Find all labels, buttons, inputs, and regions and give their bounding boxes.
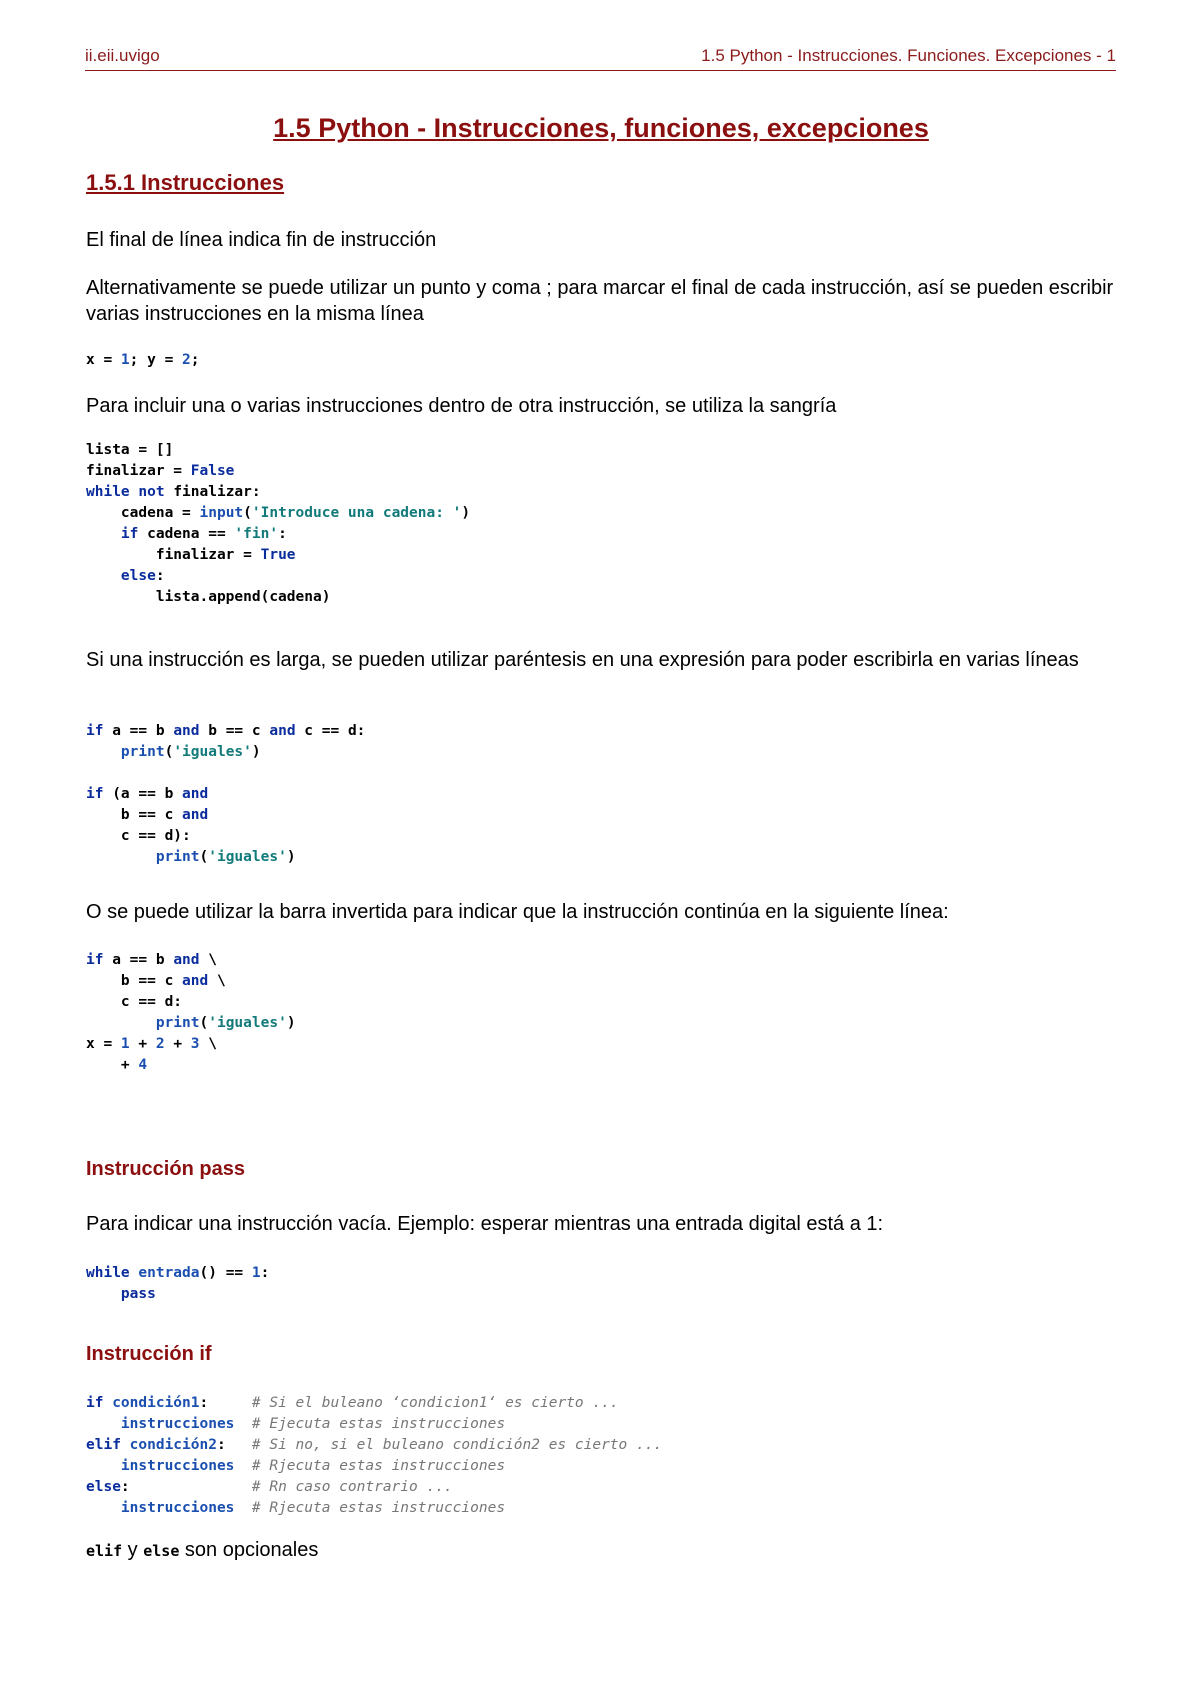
- code-line: else: # Rn caso contrario ...: [86, 1479, 453, 1495]
- inline-code-else: else: [143, 1542, 180, 1560]
- code-line: if cadena == 'fin':: [120, 526, 287, 542]
- code-block-5: [86, 1263, 269, 1305]
- code-line: while not finalizar:: [86, 484, 261, 500]
- page-title: 1.5 Python - Instrucciones, funciones, excepciones: [273, 113, 929, 143]
- code-line: while entrada() == 1:: [86, 1265, 270, 1281]
- code-block-6: [86, 1393, 662, 1519]
- page-header: [85, 46, 1116, 71]
- inline-code-elif: elif: [86, 1542, 123, 1560]
- code-line: x = 1; y = 2;: [86, 352, 200, 368]
- code-line: lista = []: [86, 442, 174, 458]
- code-line: x = 1 + 2 + 3 \: [86, 1036, 217, 1052]
- code-line: instrucciones # Rjecuta estas instrucciones: [120, 1458, 506, 1474]
- code-block-1: [86, 350, 200, 371]
- code-line: print('iguales'): [120, 744, 261, 760]
- paragraph-3: Para incluir una o varias instrucciones dentro de otra instrucción, se utiliza la sangría: [86, 395, 837, 417]
- code-line: elif condición2: # Si no, si el buleano condición2 es cierto ...: [86, 1437, 663, 1453]
- code-line: if (a == b and: [86, 786, 209, 802]
- section-heading: 1.5.1 Instrucciones: [86, 170, 285, 195]
- paragraph-4: Si una instrucción es larga, se pueden utilizar paréntesis en una expresión para poder escribirla en varias líneas: [86, 649, 1079, 671]
- code-line: if condición1: # Si el buleano ‘condicion1‘ es cierto ...: [86, 1395, 619, 1411]
- header-left: ii.eii.uvigo: [85, 46, 160, 65]
- code-line: if a == b and b == c and c == d:: [86, 723, 366, 739]
- code-line: lista.append(cadena): [86, 589, 331, 605]
- code-line: finalizar = False: [86, 463, 235, 479]
- code-line: print('iguales'): [155, 849, 296, 865]
- subsection-if-heading: Instrucción if: [86, 1343, 212, 1365]
- paragraph-7-end: son opcionales: [179, 1539, 319, 1561]
- code-line: print('iguales'): [155, 1015, 296, 1031]
- code-line: finalizar = True: [86, 547, 296, 563]
- code-line: instrucciones # Rjecuta estas instrucciones: [120, 1500, 506, 1516]
- code-line: instrucciones # Ejecuta estas instrucciones: [120, 1416, 506, 1432]
- code-line: + 4: [86, 1057, 148, 1073]
- paragraph-7-mid: y: [122, 1539, 144, 1561]
- subsection-pass-heading: Instrucción pass: [86, 1158, 245, 1180]
- code-block-4: [86, 950, 296, 1076]
- code-line: b == c and: [86, 807, 209, 823]
- code-line: c == d:: [86, 994, 183, 1010]
- header-right: 1.5 Python - Instrucciones. Funciones. Excepciones - 1: [701, 46, 1116, 65]
- paragraph-1: El final de línea indica fin de instrucción: [86, 229, 437, 251]
- code-line: c == d):: [86, 828, 191, 844]
- paragraph-5: O se puede utilizar la barra invertida para indicar que la instrucción continúa en la siguiente línea:: [86, 901, 949, 923]
- code-line: b == c and \: [86, 973, 226, 989]
- document-body: [86, 110, 1116, 1561]
- paragraph-6: Para indicar una instrucción vacía. Ejemplo: esperar mientras una entrada digital está a 1:: [86, 1213, 884, 1235]
- paragraph-7: [86, 1537, 1116, 1564]
- code-block-3: [86, 721, 365, 868]
- code-block-2: [86, 440, 470, 608]
- code-line: else:: [120, 568, 165, 584]
- code-line: cadena = input('Introduce una cadena: '): [86, 505, 471, 521]
- code-line: pass: [120, 1286, 156, 1302]
- code-line: if a == b and \: [86, 952, 217, 968]
- paragraph-2: Alternativamente se puede utilizar un punto y coma ; para marcar el final de cada instrucción, así se pueden escribir varias instrucciones en la misma línea: [86, 277, 1114, 325]
